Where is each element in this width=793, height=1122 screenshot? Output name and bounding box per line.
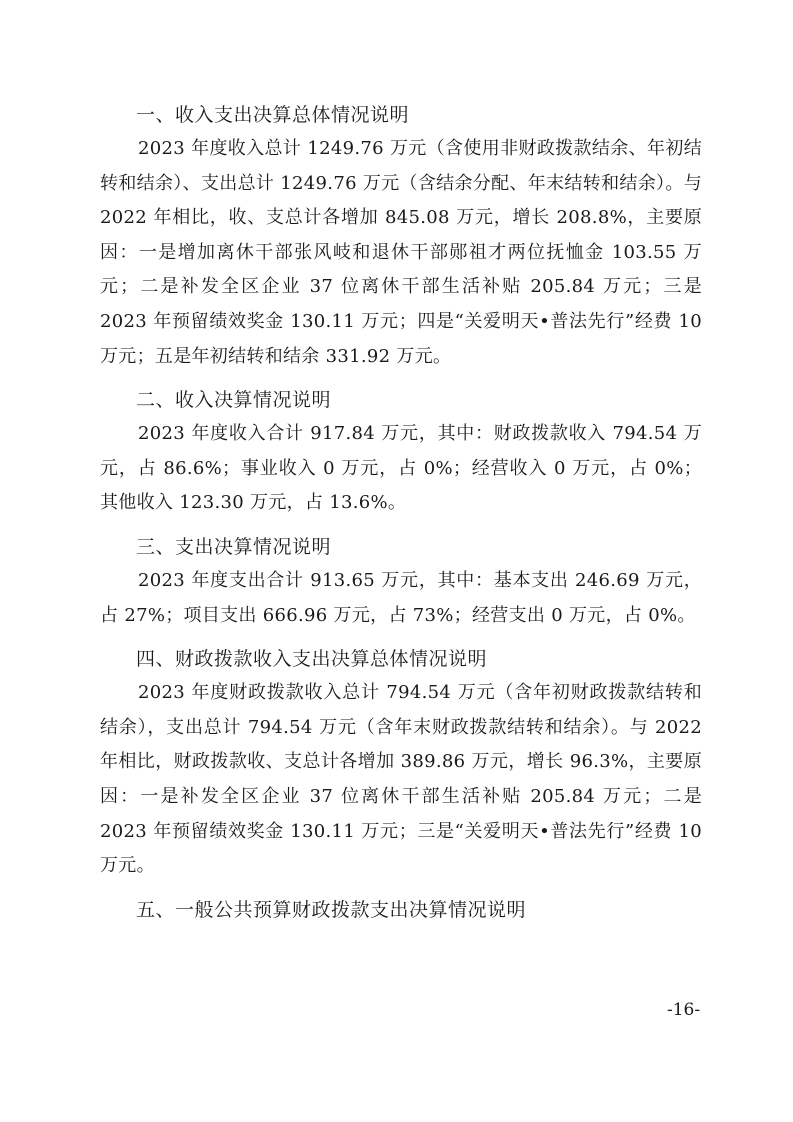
section-paragraph-3: 2023 年度支出合计 913.65 万元，其中：基本支出 246.69 万元，占 27%；项目支出 666.96 万元，占 73%；经营支出 0 万元，占 0%。 <box>100 569 702 626</box>
section-heading-1: 一、收入支出决算总体情况说明 <box>136 104 410 126</box>
section-heading-2: 二、收入决算情况说明 <box>136 389 332 412</box>
document-content <box>100 98 702 927</box>
page-number: -16- <box>667 1000 701 1020</box>
section-heading-5: 五、一般公共预算财政拨款支出决算情况说明 <box>136 898 527 921</box>
section-heading-4: 四、财政拨款收入支出决算总体情况说明 <box>136 648 488 671</box>
section-paragraph-4: 2023 年度财政拨款收入总计 794.54 万元（含年初财政拨款结转和结余），支出总计 794.54 万元（含年末财政拨款结转和结余）。与 2022 年相比，财政拨款收、支总计各增加 389.86 万元，增长 96.3%，主要原因：一是补发全区企业 37 位离休干部生活补贴 205.84 万元；二是 2023 年预留绩效奖金 130.11 万元；三是“关爱明天•普法先行”经费 10 万元。 <box>100 682 702 877</box>
section-heading-3: 三、支出决算情况说明 <box>136 535 332 558</box>
section-paragraph-2: 2023 年度收入合计 917.84 万元，其中：财政拨款收入 794.54 万元，占 86.6%；事业收入 0 万元，占 0%；经营收入 0 万元，占 0%；其他收入 123.30 万元，占 13.6%。 <box>100 423 702 514</box>
section-paragraph-1: 2023 年度收入总计 1249.76 万元（含使用非财政拨款结余、年初结转和结余）、支出总计 1249.76 万元（含结余分配、年末结转和结余）。与 2022 年相比，收、支总计各增加 845.08 万元，增长 208.8%，主要原因：一是增加离休干部张风岐和退休干部郧祖才两位抚恤金 103.55 万元；二是补发全区企业 37 位离休干部生活补贴 205.84 万元；三是 2023 年预留绩效奖金 130.11 万元；四是“关爱明天•普法先行”经费 10 万元；五是年初结转和结余 331.92 万元。 <box>100 138 702 367</box>
